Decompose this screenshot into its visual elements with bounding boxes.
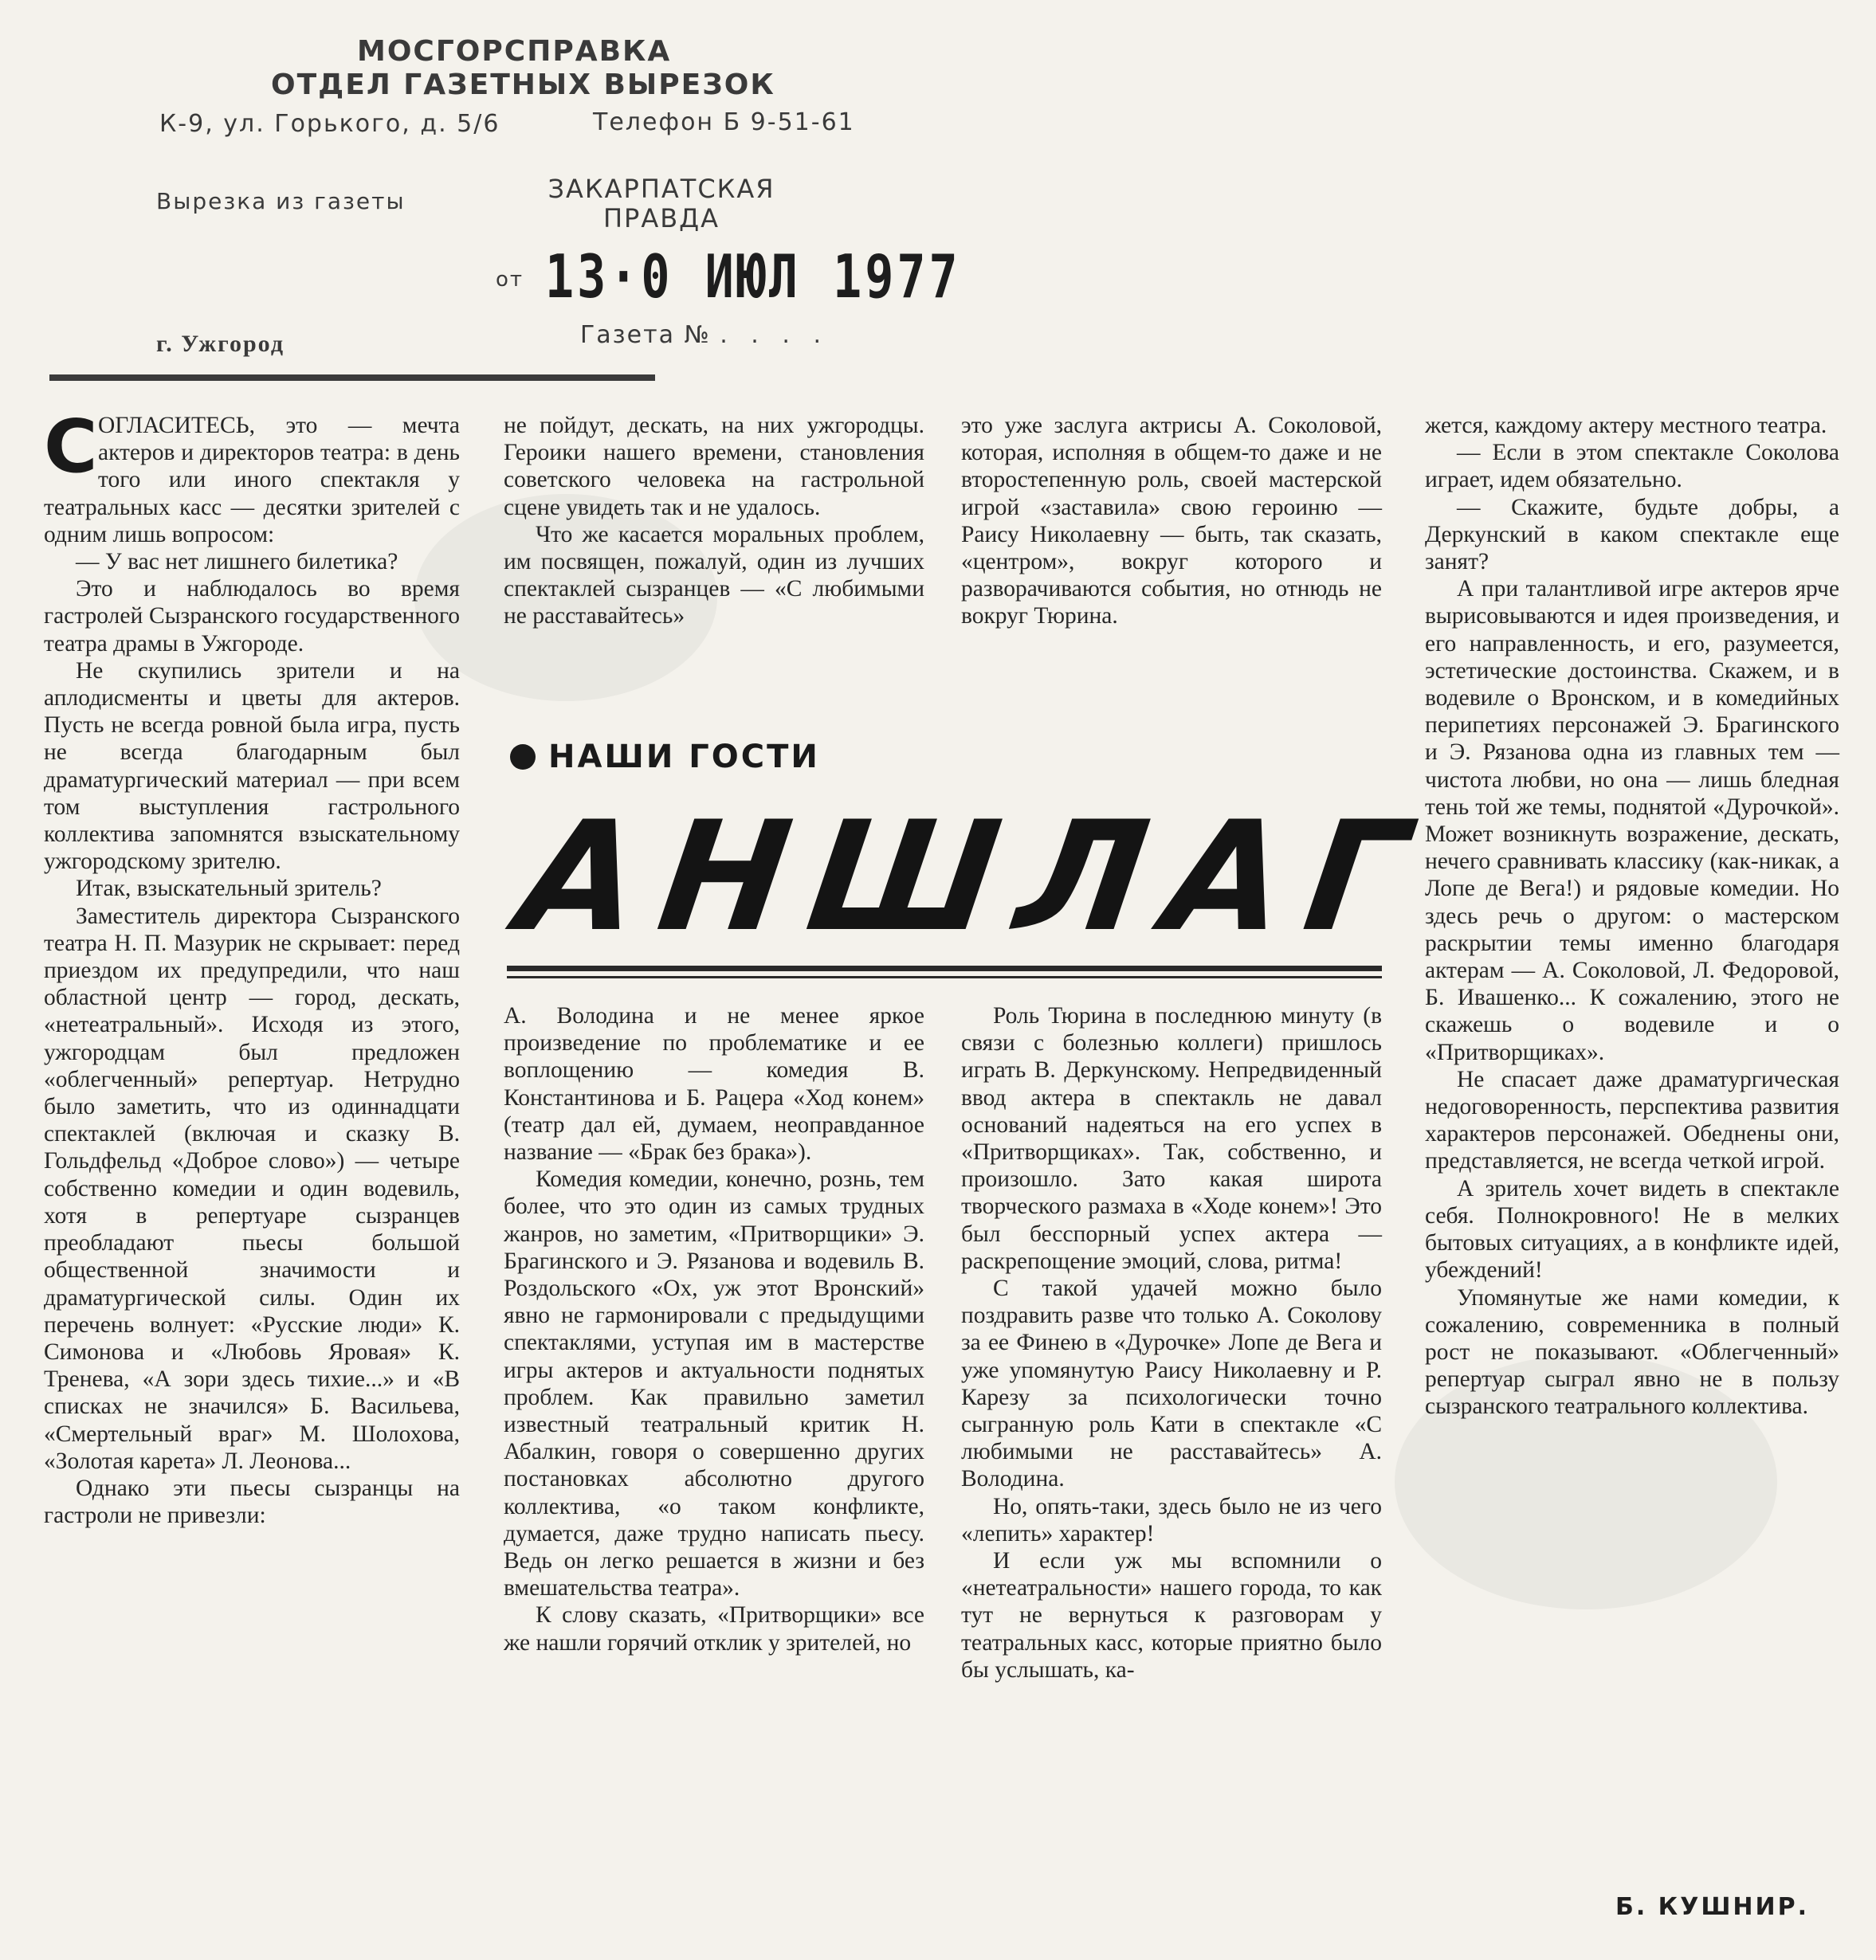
issue-label bbox=[580, 321, 829, 349]
paragraph: Упомянутые же нами комедии, к сожалению, современника в полный рост не показывают. «Облегченный» репертуар сыграл явно не в пользу сызранского театрального коллектива. bbox=[1425, 1284, 1839, 1420]
column-2-top bbox=[504, 412, 924, 630]
paragraph: Это и наблюдалось во время гастролей Сызранского государственного театра драмы в Ужгороде. bbox=[44, 576, 460, 657]
paragraph: К слову сказать, «Притворщики» все же нашли горячий отклик у зрителей, но bbox=[504, 1602, 924, 1656]
author-signature: Б. КУШНИР. bbox=[1615, 1893, 1809, 1921]
section-label bbox=[510, 739, 820, 775]
paragraph: Что же касается моральных проблем, им посвящен, пожалуй, один из лучших спектаклей сызранцев — «С любимыми не расставайтесь» bbox=[504, 521, 924, 629]
date-stamp: 13·0 ИЮЛ 1977 bbox=[545, 242, 961, 312]
issue-text: Газета № bbox=[580, 321, 711, 349]
section-label-text: НАШИ ГОСТИ bbox=[548, 739, 820, 775]
newspaper-name-line2: ПРАВДА bbox=[602, 203, 720, 233]
dropcap-letter: С bbox=[44, 404, 98, 489]
agency-address: К-9, ул. Горького, д. 5/6 bbox=[159, 110, 500, 138]
paragraph: — Скажите, будьте добры, а Деркунский в каком спектакле еще занят? bbox=[1425, 494, 1839, 575]
paragraph: Итак, взыскательный зритель? bbox=[76, 876, 382, 902]
column-4 bbox=[1425, 412, 1839, 1421]
dropcap-box bbox=[44, 404, 98, 489]
paragraph: Однако эти пьесы сызранцы на гастроли не привезли: bbox=[44, 1475, 460, 1529]
date-prefix: от bbox=[496, 268, 524, 292]
paragraph: А зритель хочет видеть в спектакле себя. Полнокровного! Не в мелких бытовых ситуациях, а в конфликте идей, убеждений! bbox=[1425, 1175, 1839, 1284]
headline-rule-thick bbox=[507, 966, 1382, 971]
agency-name: МОСГОРСПРАВКА bbox=[357, 35, 672, 68]
paragraph: жется, каждому актеру местного театра. bbox=[1425, 413, 1827, 438]
headline-rule-thin bbox=[507, 976, 1382, 978]
paragraph: — Если в этом спектакле Соколова играет, идем обязательно. bbox=[1425, 440, 1839, 493]
paragraph: И если уж мы вспомнили о «нетеатральности» нашего города, то как тут не вернуться к разговорам у театральных касс, которые приятно было бы услышать, ка- bbox=[961, 1548, 1382, 1683]
paragraph: — У вас нет лишнего билетика? bbox=[76, 549, 398, 575]
city-label: г. Ужгород bbox=[156, 331, 285, 357]
column-1 bbox=[44, 404, 460, 1529]
column-3-bottom bbox=[961, 1002, 1382, 1684]
newspaper-name-line1: ЗАКАРПАТСКАЯ bbox=[547, 174, 775, 204]
department-name: ОТДЕЛ ГАЗЕТНЫХ ВЫРЕЗОК bbox=[271, 69, 775, 101]
bullet-icon bbox=[510, 744, 536, 770]
article-headline: АНШЛАГ bbox=[509, 789, 1439, 965]
paragraph: А. Володина и не менее яркое произведение по проблематике и ее воплощению — комедия В. Константинова и Б. Рацера «Ход конем» (театр дал ей, думаем, неоправданное название — «Брак без брака»). bbox=[504, 1003, 924, 1166]
issue-dots: . . . . bbox=[720, 321, 829, 349]
paragraph: Роль Тюрина в последнюю минуту (в связи с болезнью коллеги) пришлось играть В. Деркунскому. Непредвиденный ввод актера в спектакль не давал оснований надеяться на его успех в «Притворщиках». Так, собственно, и произошло. Зато какая широта творческого размаха в «Ходе конем»! Это был бесспорный успех актера — раскрепощение эмоций, слова, ритма! bbox=[961, 1003, 1382, 1274]
agency-phone: Телефон Б 9-51-61 bbox=[593, 108, 855, 136]
header-rule bbox=[49, 374, 655, 381]
paragraph: Но, опять-таки, здесь было не из чего «лепить» характер! bbox=[961, 1493, 1382, 1546]
paragraph: С такой удачей можно было поздравить разве что только А. Соколову за ее Финею в «Дурочке» Лопе де Вега и уже упомянутую Раису Николаевну и Р. Карезу за психологически точно сыгранную роль Кати в спектакле «С любимыми не расставайтесь» А. Володина. bbox=[961, 1276, 1382, 1492]
paragraph: это уже заслуга актрисы А. Соколовой, которая, исполняя в общем-то даже и не второстепенную роль, своей мастерской игрой «заставила» свою героиню — Раису Николаевну — быть, так сказать, «центром», вокруг которого и разворачиваются события, но отнюдь не вокруг Тюрина. bbox=[961, 413, 1382, 629]
paragraph: Не спасает даже драматургическая недоговоренность, перспектива развития характеров персонажей. Обеднены они, представляется, не всегда четкой игрой. bbox=[1425, 1066, 1839, 1174]
paragraph: Заместитель директора Сызранского театра Н. П. Мазурик не скрывает: перед приездом их предупредили, что наш областной центр — город, дескать, «нетеатральный». Исходя из этого, ужгородцам был предложен «облегченный» репертуар. Нетрудно было заметить, что из одиннадцати спектаклей (включая и сказку В. Гольдфельд «Доброе слово») — четыре собственно комедии и один водевиль, хотя в репертуаре сызранцев преобладают пьесы большой общественной значимости и драматургической силы. Один их перечень волнует: «Русские люди» К. Симонова и «Любовь Яровая» К. Тренева, «А зори здесь тихие...» и «В списках не значился» Б. Васильева, «Смертельный враг» М. Шолохова, «Золотая карета» Л. Леонова... bbox=[44, 903, 460, 1474]
clipping-label: Вырезка из газеты bbox=[156, 188, 406, 214]
column-3-top bbox=[961, 412, 1382, 630]
paragraph: ОГЛАСИТЕСЬ, это — мечта актеров и директоров театра: в день того или иного спектакля у театральных касс — десятки зрителей с одним лишь вопросом: bbox=[44, 413, 460, 547]
paragraph: А при талантливой игре актеров ярче вырисовываются и идея произведения, и его направленность, и его, разумеется, эстетические достоинства. Скажем, и в водевиле о Вронском, и в комедийных перипетиях персонажей Э. Брагинского и Э. Рязанова одна из главных тем — чистота любви, но она — лишь бледная тень той же темы, поднятой «Дурочкой». Может возникнуть возражение, дескать, нечего сравнивать классику (как-никак, а Лопе де Вега!) и рядовые комедии. Но здесь речь о другом: о мастерском раскрытии темы именно благодаря актерам — А. Соколовой, Л. Федоровой, Б. Ивашенко... К сожалению, этого не скажешь о водевиле и о «Притворщиках». bbox=[1425, 576, 1839, 1065]
column-2-bottom bbox=[504, 1002, 924, 1656]
paragraph: Комедия комедии, конечно, рознь, тем более, что это один из самых трудных жанров, но заметим, «Притворщики» Э. Брагинского и Э. Рязанова и водевиль В. Роздольского «Ох, уж этот Вронский» явно не гармонировали с предыдущими спектаклями, уступая им в мастерстве игры актеров и актуальности поднятых проблем. Как правильно заметил известный театральный критик Н. Абалкин, говоря о совершенно других постановках абсолютно другого коллектива, «о таком конфликте, думается, даже трудно написать пьесу. Ведь он легко решается в жизни и без вмешательства театра». bbox=[504, 1166, 924, 1601]
paragraph: не пойдут, дескать, на них ужгородцы. Героики нашего времени, становления советского человека на гастрольной сцене увидеть так и не удалось. bbox=[504, 413, 924, 520]
paragraph: Не скупились зрители и на аплодисменты и цветы для актеров. Пусть не всегда ровной была игра, пусть не всегда благодарным был драматургический материал — при всем том выступления гастрольного коллектива запомнятся взыскательному ужгородскому зрителю. bbox=[44, 657, 460, 875]
